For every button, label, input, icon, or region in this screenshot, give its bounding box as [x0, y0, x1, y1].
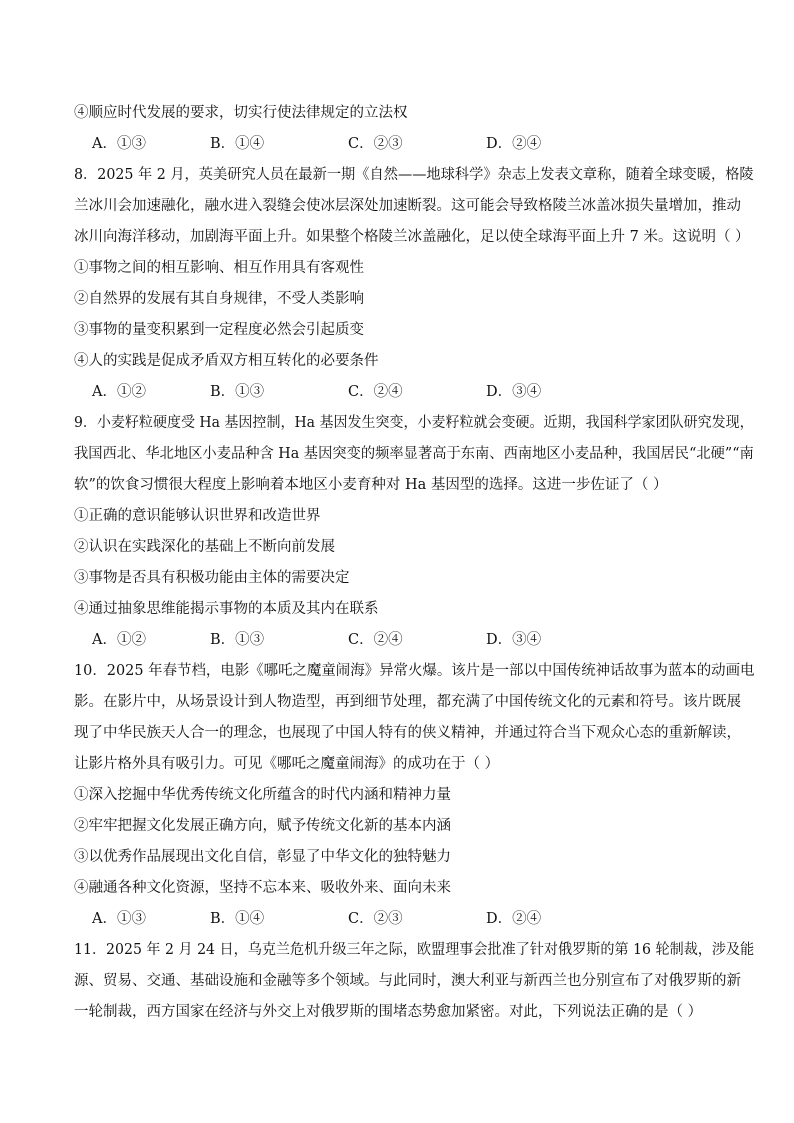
q8-stem-line-2: 兰冰川会加速融化，融水进入裂缝会使冰层深处加速断裂。这可能会导致格陵兰冰盖冰损失量增加，推动	[74, 198, 741, 214]
q7-option-b: B．①④	[210, 136, 265, 152]
q9-option-d: D．③④	[486, 632, 542, 648]
q10-stem-line-3: 现了中华民族天人合一的理念，也展现了中国人特有的侠义精神，并通过符合当下观众心态的重新解读，	[74, 725, 741, 741]
q10-option-d: D．②④	[486, 911, 542, 927]
q8-option-c: C．②④	[348, 384, 403, 400]
q10-statement-4: ④融通各种文化资源，坚持不忘本来、吸收外来、面向未来	[74, 880, 451, 896]
q8-statement-2: ②自然界的发展有其自身规律，不受人类影响	[74, 291, 364, 307]
q9-statement-3: ③事物是否具有积极功能由主体的需要决定	[74, 570, 350, 586]
q10-option-c: C．②③	[348, 911, 403, 927]
q8-option-b: B．①③	[210, 384, 265, 400]
q9-option-c: C．②④	[348, 632, 403, 648]
q9-stem-line-1: 9．小麦籽粒硬度受 Ha 基因控制，Ha 基因发生突变，小麦籽粒就会变硬。近期，我国科学家团队研究发现，	[74, 415, 754, 431]
q9-option-b: B．①③	[210, 632, 265, 648]
q8-option-a: A．①②	[92, 384, 146, 400]
q7-option-d: D．②④	[486, 136, 542, 152]
q9-statement-4: ④通过抽象思维能揭示事物的本质及其内在联系	[74, 601, 379, 617]
q8-stem-line-3: 冰川向海洋移动，加剧海平面上升。如果整个格陵兰冰盖融化，足以使全球海平面上升 7 米。这说明（ ）	[74, 229, 750, 245]
q8-statement-3: ③事物的量变积累到一定程度必然会引起质变	[74, 322, 364, 338]
q10-option-a: A．①③	[92, 911, 146, 927]
q11-stem-line-3: 一轮制裁，西方国家在经济与外交上对俄罗斯的围堵态势愈加紧密。对此，下列说法正确的是（ ）	[74, 1004, 703, 1020]
q11-stem-line-1: 11．2025 年 2 月 24 日，乌克兰危机升级三年之际，欧盟理事会批准了针对俄罗斯的第 16 轮制裁，涉及能	[74, 942, 755, 958]
q8-statement-1: ①事物之间的相互影响、相互作用具有客观性	[74, 260, 364, 276]
q9-statement-1: ①正确的意识能够认识世界和改造世界	[74, 508, 321, 524]
q9-stem-line-3: 软”的饮食习惯很大程度上影响着本地区小麦育种对 Ha 基因型的选择。这进一步佐证了（ ）	[74, 477, 668, 493]
q9-option-a: A．①②	[92, 632, 146, 648]
q8-stem-line-1: 8．2025 年 2 月，英美研究人员在最新一期《自然——地球科学》杂志上发表文章称，随着全球变暖，格陵	[74, 167, 754, 183]
q7-option-a: A．①③	[92, 136, 146, 152]
q7-option-c: C．②③	[348, 136, 403, 152]
q7-statement-4: ④顺应时代发展的要求，切实行使法律规定的立法权	[74, 105, 408, 121]
q10-statement-1: ①深入挖掘中华优秀传统文化所蕴含的时代内涵和精神力量	[74, 787, 451, 803]
q11-stem-line-2: 源、贸易、交通、基础设施和金融等多个领域。与此同时，澳大利亚与新西兰也分别宣布了对俄罗斯的新	[74, 973, 741, 989]
q10-statement-2: ②牢牢把握文化发展正确方向，赋予传统文化新的基本内涵	[74, 818, 451, 834]
q10-option-b: B．①④	[210, 911, 265, 927]
q9-statement-2: ②认识在实践深化的基础上不断向前发展	[74, 539, 335, 555]
q10-stem-line-4: 让影片格外具有吸引力。可见《哪吒之魔童闹海》的成功在于（ ）	[74, 756, 500, 772]
q10-statement-3: ③以优秀作品展现出文化自信，彰显了中华文化的独特魅力	[74, 849, 451, 865]
q8-statement-4: ④人的实践是促成矛盾双方相互转化的必要条件	[74, 353, 379, 369]
q10-stem-line-1: 10．2025 年春节档，电影《哪吒之魔童闹海》异常火爆。该片是一部以中国传统神话故事为蓝本的动画电	[74, 663, 755, 679]
q9-stem-line-2: 我国西北、华北地区小麦品种含 Ha 基因突变的频率显著高于东南、西南地区小麦品种，我国居民“北硬”“南	[74, 446, 754, 462]
q10-stem-line-2: 影。在影片中，从场景设计到人物造型，再到细节处理，都充满了中国传统文化的元素和符号。该片既展	[74, 694, 741, 710]
q8-option-d: D．③④	[486, 384, 542, 400]
